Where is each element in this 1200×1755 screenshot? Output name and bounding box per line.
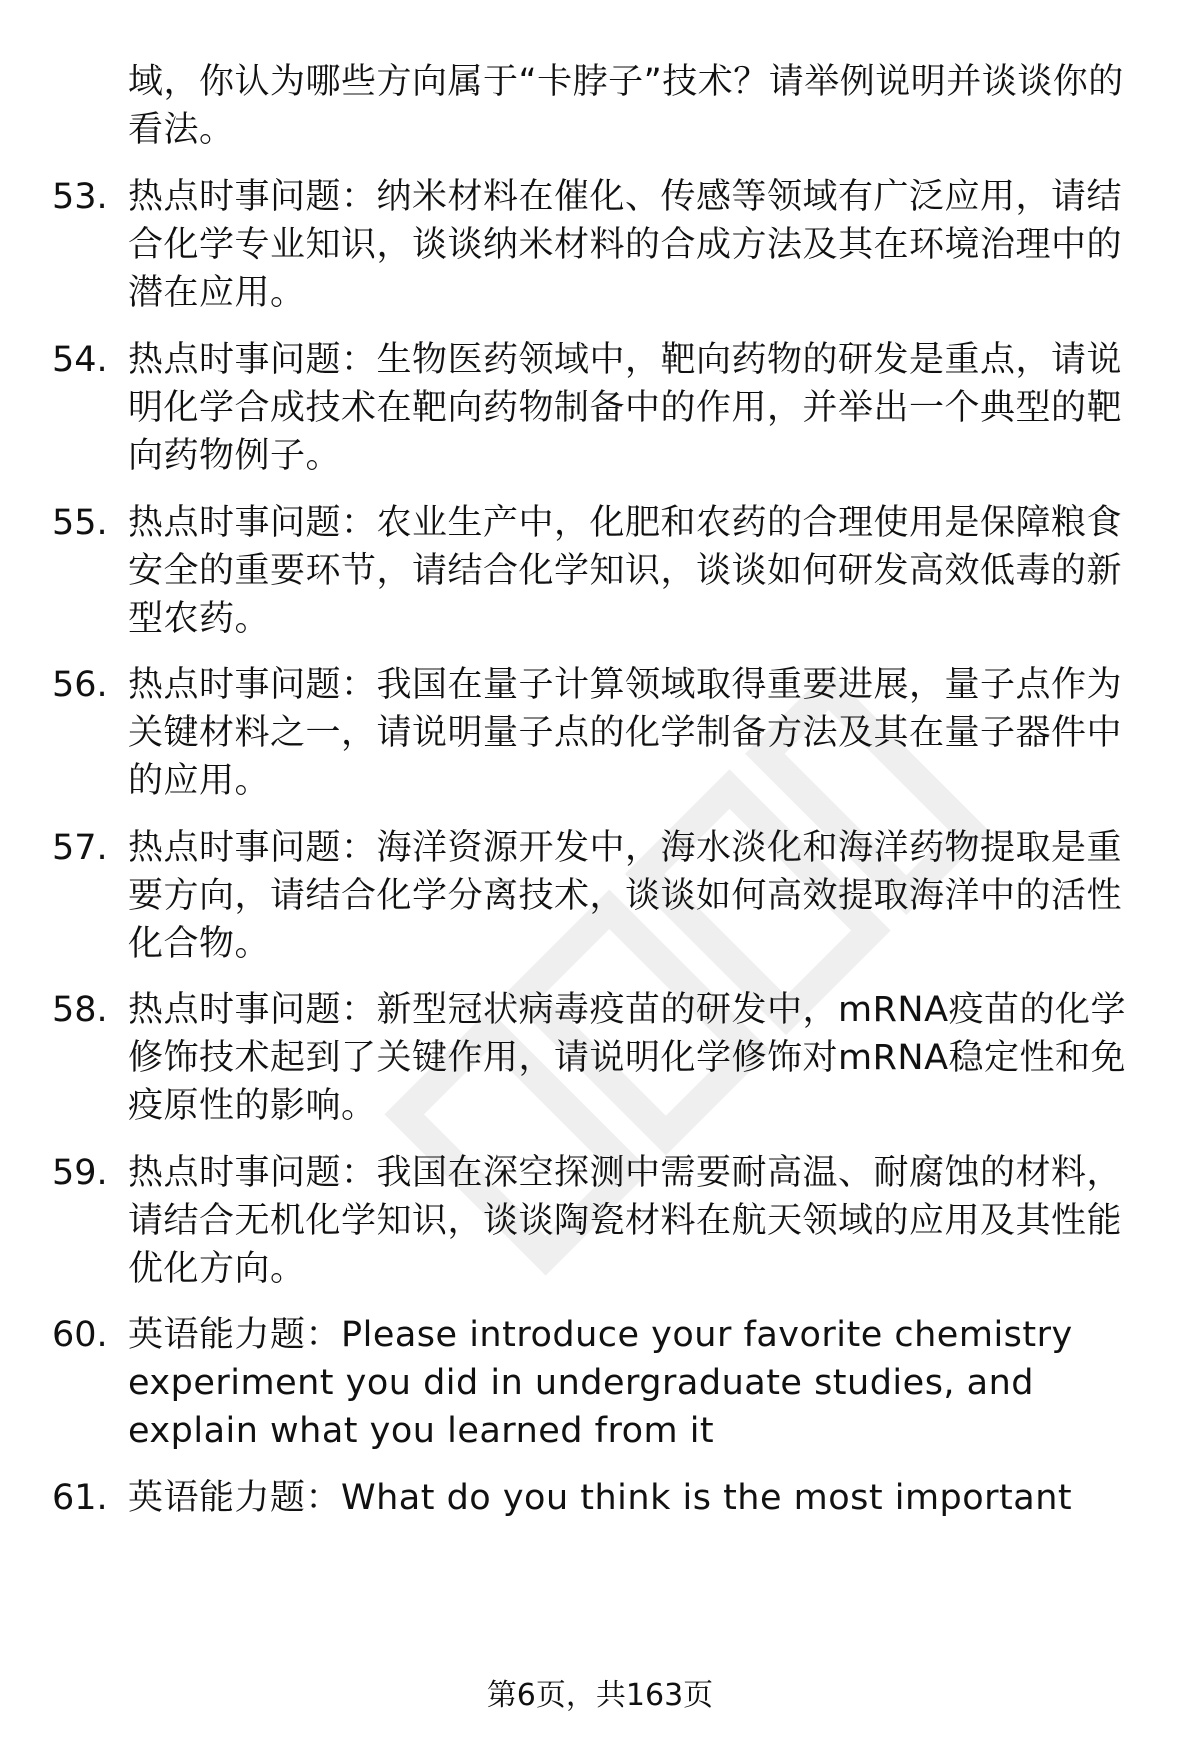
- question-number: 59.: [52, 1153, 108, 1193]
- question-text: 英语能力题：What do you think is the most important: [128, 1478, 1073, 1518]
- question-text: 英语能力题：Please introduce your favorite chemistry experiment you did in undergraduate studies, and explain what you learned from it: [128, 1315, 1073, 1451]
- question-number: 57.: [52, 828, 108, 868]
- question-number: 55.: [52, 503, 108, 543]
- page-footer: 第6页，共163页: [486, 1678, 714, 1713]
- question-text: 热点时事问题：生物医药领域中，靶向药物的研发是重点，请说明化学合成技术在靶向药物制备中的作用，并举出一个典型的靶向药物例子。: [128, 340, 1123, 476]
- question-number: 60.: [52, 1315, 108, 1355]
- question-text: 热点时事问题：海洋资源开发中，海水淡化和海洋药物提取是重要方向，请结合化学分离技术，谈谈如何高效提取海洋中的活性化合物。: [128, 828, 1123, 964]
- question-number: 53.: [52, 177, 108, 217]
- question-number: 54.: [52, 340, 108, 380]
- question-number: 58.: [52, 990, 108, 1030]
- question-text: 热点时事问题：我国在深空探测中需要耐高温、耐腐蚀的材料，请结合无机化学知识，谈谈陶瓷材料在航天领域的应用及其性能优化方向。: [128, 1153, 1123, 1289]
- question-number: 56.: [52, 665, 108, 705]
- question-text: 热点时事问题：我国在量子计算领域取得重要进展，量子点作为关键材料之一，请说明量子点的化学制备方法及其在量子器件中的应用。: [128, 665, 1123, 801]
- question-number: 61.: [52, 1478, 108, 1518]
- question-text: 热点时事问题：纳米材料在催化、传感等领域有广泛应用，请结合化学专业知识，谈谈纳米材料的合成方法及其在环境治理中的潜在应用。: [128, 177, 1123, 313]
- question-text: 热点时事问题：农业生产中，化肥和农药的合理使用是保障粮食安全的重要环节，请结合化学知识，谈谈如何研发高效低毒的新型农药。: [128, 503, 1123, 639]
- question-text: 热点时事问题：新型冠状病毒疫苗的研发中，mRNA疫苗的化学修饰技术起到了关键作用，请说明化学修饰对mRNA稳定性和免疫原性的影响。: [128, 990, 1127, 1126]
- continuation-paragraph: 域，你认为哪些方向属于“卡脖子”技术？请举例说明并谈谈你的看法。: [128, 62, 1124, 150]
